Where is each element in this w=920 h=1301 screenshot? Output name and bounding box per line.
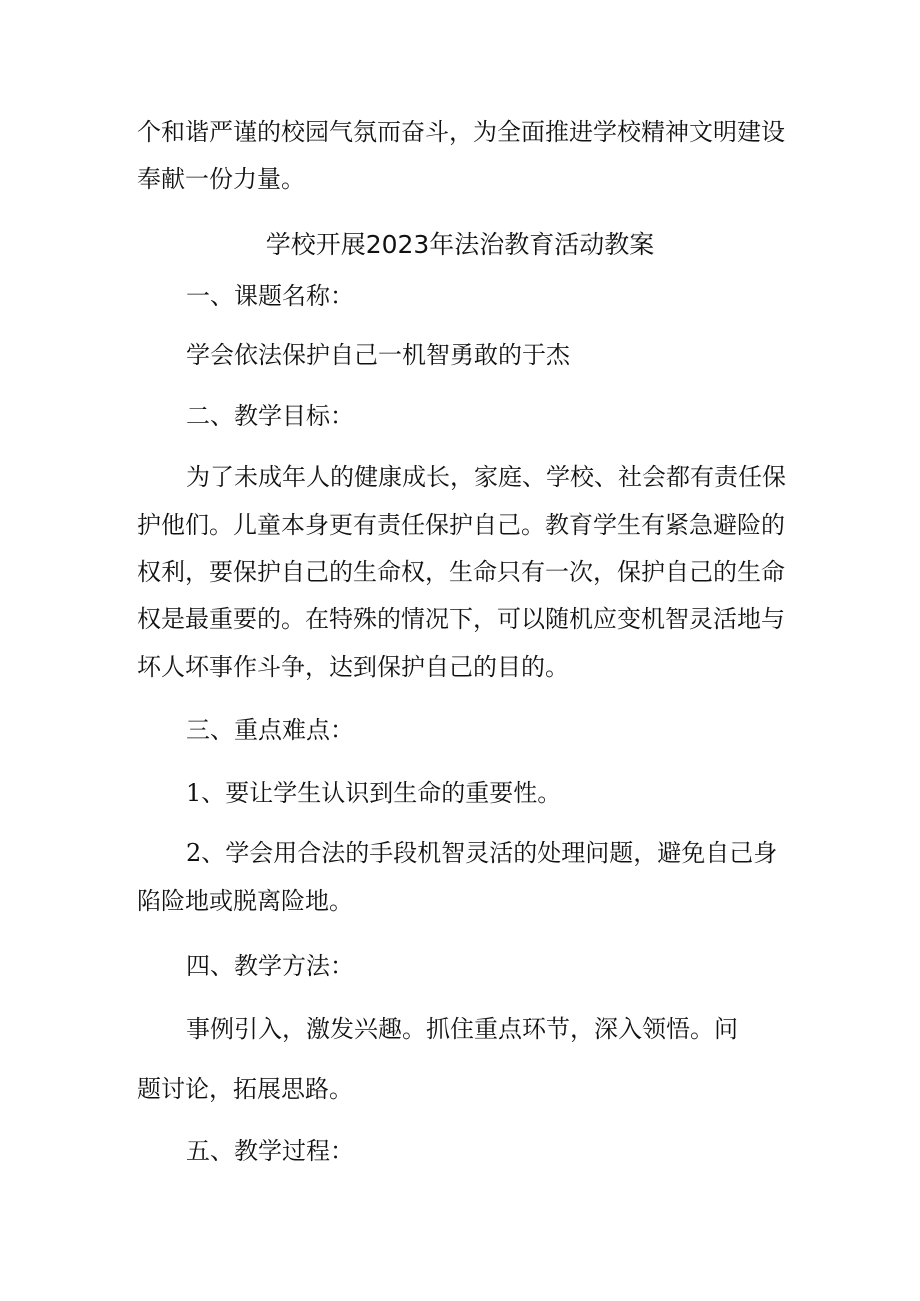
- section-4-line-1: 事例引入，激发兴趣。抓住重点环节，深入领悟。问: [186, 1015, 738, 1043]
- section-4-heading: 四、教学方法：: [186, 952, 354, 980]
- section-4-line-2: 题讨论，拓展思路。: [137, 1075, 353, 1103]
- section-5-heading: 五、教学过程：: [186, 1137, 354, 1165]
- section-2-line-2: 护他们。儿童本身更有责任保护自己。教育学生有紧急避险的: [137, 511, 785, 539]
- continuation-line-1: 个和谐严谨的校园气氛而奋斗，为全面推进学校精神文明建设: [137, 118, 785, 146]
- section-2-line-1: 为了未成年人的健康成长，家庭、学校、社会都有责任保: [186, 463, 786, 491]
- section-2-heading: 二、教学目标：: [186, 402, 354, 430]
- continuation-line-2: 奉献一份力量。: [137, 165, 305, 193]
- section-3-point-2-line-2: 陷险地或脱离险地。: [137, 887, 353, 915]
- document-title: 学校开展2023年法治教育活动教案: [265, 230, 655, 259]
- section-2-line-5: 坏人坏事作斗争，达到保护自己的目的。: [137, 653, 569, 681]
- section-1-text: 学会依法保护自己一机智勇敢的于杰: [186, 341, 570, 369]
- section-1-heading: 一、课题名称：: [186, 282, 354, 310]
- section-3-point-2-line-1: 2、学会用合法的手段机智灵活的处理问题，避免自己身: [186, 839, 778, 867]
- section-2-line-3: 权利，要保护自己的生命权，生命只有一次，保护自己的生命: [137, 558, 785, 586]
- section-3-point-1: 1、要让学生认识到生命的重要性。: [186, 779, 562, 807]
- section-2-line-4: 权是最重要的。在特殊的情况下，可以随机应变机智灵活地与: [137, 605, 785, 633]
- section-3-heading: 三、重点难点：: [186, 716, 354, 744]
